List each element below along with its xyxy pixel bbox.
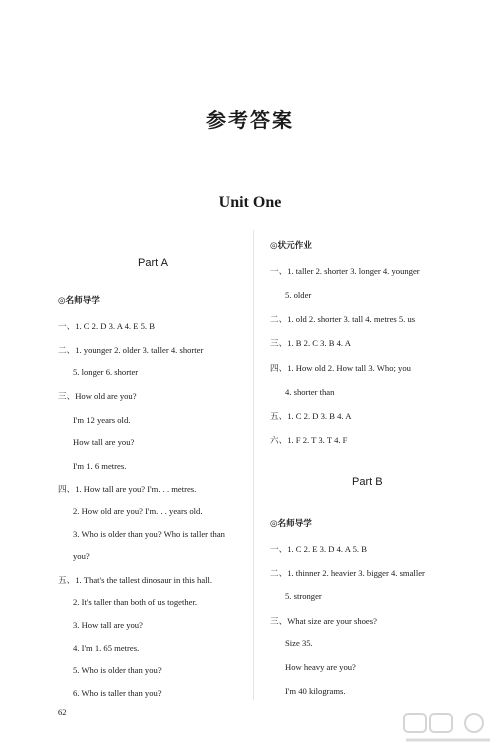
answer-line: 一、1. C 2. E 3. D 4. A 5. B <box>270 544 367 554</box>
section-heading: ◎名师导学 <box>58 296 100 306</box>
answer-line: 4. I'm 1. 65 metres. <box>73 643 140 653</box>
answer-line: 六、1. F 2. T 3. T 4. F <box>270 435 348 445</box>
answer-line: 3. Who is older than you? Who is taller than <box>73 529 225 539</box>
answer-line: 一、1. C 2. D 3. A 4. E 5. B <box>58 321 155 331</box>
answer-line: 5. stronger <box>285 591 322 601</box>
watermark-logo-icon <box>402 712 494 746</box>
answer-line: 二、1. younger 2. older 3. taller 4. shorter <box>58 345 204 355</box>
answer-line: 二、1. old 2. shorter 3. tall 4. metres 5. us <box>270 314 416 324</box>
answer-line: 一、1. taller 2. shorter 3. longer 4. younger <box>270 266 420 276</box>
answer-line: 2. It's taller than both of us together. <box>73 597 197 607</box>
section-heading: ◎状元作业 <box>270 241 312 251</box>
answer-line: I'm 40 kilograms. <box>285 686 346 696</box>
answer-line: 5. longer 6. shorter <box>73 367 139 377</box>
section-heading: ◎名师导学 <box>270 519 312 529</box>
answer-line: 二、1. thinner 2. heavier 3. bigger 4. smaller <box>270 568 425 578</box>
answer-line: 五、1. That's the tallest dinosaur in this hall. <box>58 575 213 585</box>
answer-line: How heavy are you? <box>285 662 356 672</box>
answer-line: 5. Who is older than you? <box>73 665 162 675</box>
answer-line: 三、How old are you? <box>58 391 137 401</box>
answer-line: 3. How tall are you? <box>73 620 143 630</box>
answer-line: 4. shorter than <box>285 387 335 397</box>
part-heading: Part A <box>138 257 168 269</box>
page-number: 62 <box>58 707 67 717</box>
answer-line: I'm 12 years old. <box>73 415 131 425</box>
answer-line: 三、What size are your shoes? <box>270 616 377 626</box>
part-heading: Part B <box>352 476 383 488</box>
page-title: 参考答案 <box>206 108 294 132</box>
answer-line: 四、1. How old 2. How tall 3. Who; you <box>270 363 411 373</box>
unit-title: Unit One <box>218 194 282 211</box>
column-divider <box>253 230 254 700</box>
answer-line: 五、1. C 2. D 3. B 4. A <box>270 411 352 421</box>
answer-line: 6. Who is taller than you? <box>73 688 162 698</box>
answer-line: How tall are you? <box>73 437 135 447</box>
answer-line: 四、1. How tall are you? I'm. . . metres. <box>58 484 197 494</box>
answer-line: Size 35. <box>285 638 313 648</box>
answer-line: 三、1. B 2. C 3. B 4. A <box>270 338 351 348</box>
answer-line: 2. How old are you? I'm. . . years old. <box>73 506 203 516</box>
answer-line: you? <box>73 551 90 561</box>
answer-line: I'm 1. 6 metres. <box>73 461 127 471</box>
answer-line: 5. older <box>285 290 312 300</box>
